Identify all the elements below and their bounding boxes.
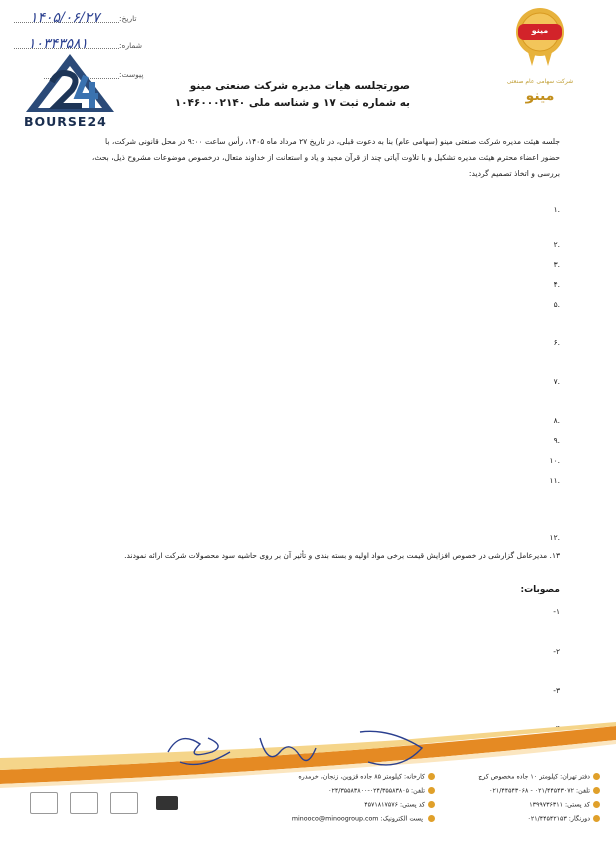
agenda-item-number: ۶. [553,338,560,347]
agenda-item [40,300,560,309]
factory-icon [428,773,435,780]
footer-tehran-postal: کد پستی: ۱۳۹۹۷۳۶۳۱۱ [440,801,600,809]
document-title: صورتجلسه هیات مدیره شرکت صنعتی مینو [189,80,410,92]
email-label: پست الکترونیک: [380,815,423,823]
certification-badges [30,790,190,830]
footer-tehran-office: دفتر تهران: کیلومتر ۱۰ جاده مخصوص کرج [440,773,600,781]
logo-company-name: مینو [525,88,555,104]
agenda-item [40,260,560,269]
date-value: ۱۴۰۵/۰۶/۲۷ [30,10,100,26]
mail-icon [428,801,435,808]
agenda-item [40,533,560,542]
agenda-item [40,338,560,347]
agenda-item-number: ۱۲. [549,533,560,542]
resolution-item: -۱ [553,607,560,616]
agenda-item-number: ۱. [553,205,560,214]
agenda-item [40,205,560,214]
phone-icon [428,787,435,794]
document-subtitle: به شماره ثبت ۱۷ و شناسه ملی ۱۰۴۶۰۰۰۲۱۴۰ [174,97,410,109]
bourse24-logo [22,52,122,130]
agenda-item [40,456,560,465]
agenda-item-text: مدیرعامل گزارشی در خصوص افزایش قیمت برخی مواد اولیه و بسته بندی و تأثیر آن بر روی حاشیه سود محصولات شرکت ارائه نمودند. [124,551,548,560]
intro-line-3: بررسی و اتخاذ تصمیم گردید: [468,169,560,178]
agenda-item [40,280,560,289]
resolution-item: -۲ [553,647,560,656]
agenda-item [40,416,560,425]
agenda-item-number: ۸. [553,416,560,425]
footer-factory-phone: تلفن: ۰۲۴/۳۵۵۸۳۸۰۵-۰۲۴/۳۵۵۸۳۸۰۰ [230,787,435,795]
iso-cert-icon [70,792,98,814]
logo-caption: شرکت سهامی عام صنعتی [506,78,574,85]
email-value: minooco@minoogroup.com [291,815,379,823]
agenda-item [40,377,560,386]
agenda-item-number: ۱۰. [549,456,560,465]
company-logo [502,4,578,112]
footer-factory-address: کارخانه: کیلومتر ۸۵ جاده قزوین، زنجان، خرمدره [230,773,435,781]
standard-mark-icon [156,796,178,810]
intro-line-1: جلسه هیئت مدیره شرکت صنعتی مینو (سهامی عام) بنا به دعوت قبلی، در تاریخ ۲۷ مرداد ماه ۱۴۰۵، رأس ساعت ۹:۰۰ در محل قانونی شرکت، با [105,137,560,146]
agenda-item-number: ۵. [553,300,560,309]
fax-icon [593,815,600,822]
agenda-item-number: ۱۳. [549,551,560,560]
date-label: تاریخ: [119,14,137,23]
footer-tehran-fax: دورنگار: ۰۲۱/۴۴۵۴۲۱۵۳ [440,815,600,823]
mail-icon [593,801,600,808]
iso-cert-icon [110,792,138,814]
agenda-item-number: ۳. [553,260,560,269]
agenda-item [40,240,560,249]
agenda-item [40,476,560,485]
agenda-item-number: ۲. [553,240,560,249]
minoo-badge-icon [502,4,578,66]
resolution-item: -۳ [553,686,560,695]
number-label: شماره: [119,41,142,50]
bourse24-mark-icon [22,52,118,114]
agenda-item-number: ۴. [553,280,560,289]
resolutions-heading: مصوبات: [520,585,560,595]
email-icon [428,815,435,822]
bourse24-text: BOURSE24 [24,114,107,129]
intro-line-2: حضور اعضاء محترم هیئت مدیره تشکیل و با تلاوت آیاتی چند از قرآن مجید و یاد و استعانت از خداوند متعال، درخصوص موضوعات مشروح ذیل، بحث، [91,153,560,162]
agenda-item-number: ۹. [553,436,560,445]
agenda-item [40,436,560,445]
agenda-item [40,551,560,560]
logo-badge-text: مینو [531,26,549,35]
agenda-item-number: ۷. [553,377,560,386]
agenda-item-number: ۱۱. [549,476,560,485]
footer-email [230,815,435,823]
attachment-label: پیوست: [119,70,144,79]
footer-tehran-phone: تلفن: ۰۲۱/۴۴۵۴۳۰۷۲ - ۰۲۱/۴۴۵۴۳۰۶۸ [440,787,600,795]
footer-factory-postal: کد پستی: ۴۵۷۱۸۱۷۵۷۶ [230,801,435,809]
iso-cert-icon [30,792,58,814]
location-icon [593,773,600,780]
phone-icon [593,787,600,794]
number-value: ۱۰۳۴۳۵۸۱ [28,36,89,52]
